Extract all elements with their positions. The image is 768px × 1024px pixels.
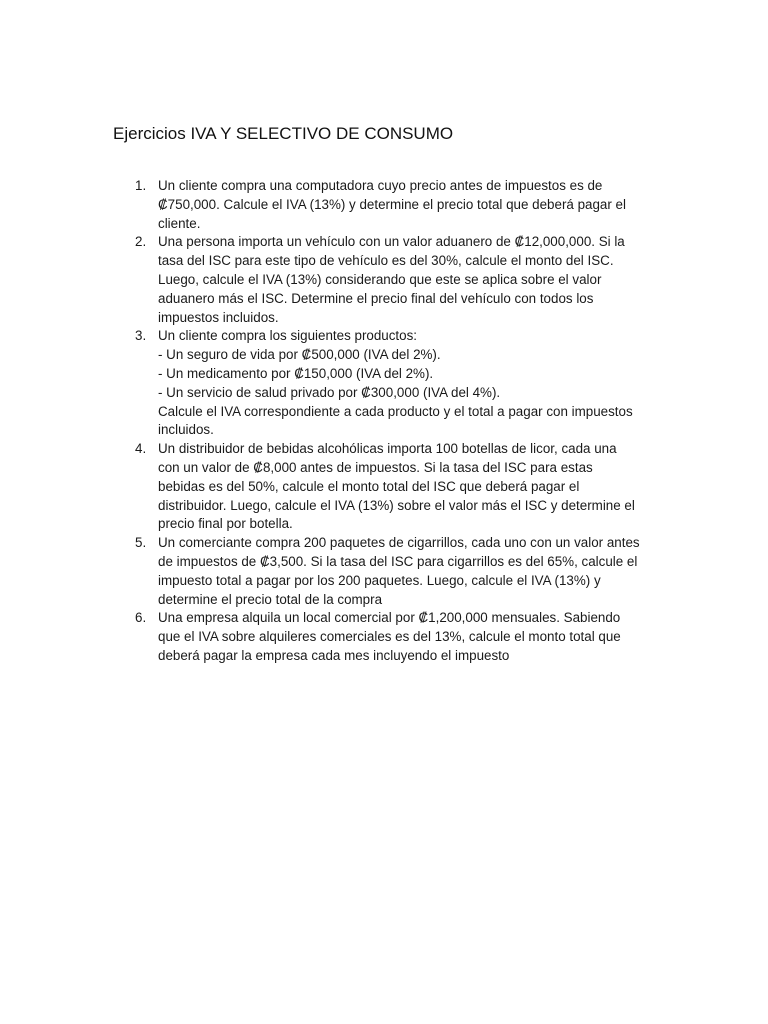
- exercise-text-line: aduanero más el ISC. Determine el precio final del vehículo con todos los: [158, 290, 594, 306]
- document-title: Ejercicios IVA Y SELECTIVO DE CONSUMO: [113, 124, 454, 143]
- exercise-text-line: incluidos.: [158, 422, 214, 438]
- exercise-text: [158, 177, 663, 233]
- exercise-text-line: tasa del ISC para este tipo de vehículo es del 30%, calcule el monto del ISC.: [158, 253, 614, 269]
- exercise-text-line: impuestos incluidos.: [158, 309, 279, 325]
- exercise-item: [113, 609, 663, 665]
- exercise-item: [113, 327, 663, 440]
- exercise-text-line: de impuestos de ₡3,500. Si la tasa del ISC para cigarrillos es del 65%, calcule el: [158, 553, 638, 569]
- exercise-number: 1.: [135, 178, 147, 193]
- exercise-text-line: - Un servicio de salud privado por ₡300,000 (IVA del 4%).: [158, 384, 501, 400]
- exercise-item: [113, 440, 663, 534]
- exercise-number: 5.: [135, 535, 147, 551]
- exercise-number: 4.: [135, 441, 147, 457]
- exercise-text-line: Calcule el IVA correspondiente a cada producto y el total a pagar con impuestos: [158, 403, 633, 419]
- exercise-text-line: Una empresa alquila un local comercial por ₡1,200,000 mensuales. Sabiendo: [158, 610, 621, 626]
- exercise-number: 2.: [135, 234, 147, 250]
- exercise-text-line: precio final por botella.: [158, 516, 293, 532]
- exercise-text-line: Un distribuidor de bebidas alcohólicas importa 100 botellas de licor, cada una: [158, 441, 617, 457]
- exercise-text-line: - Un medicamento por ₡150,000 (IVA del 2%).: [158, 365, 434, 381]
- exercise-text: [158, 440, 663, 534]
- exercise-text: [158, 327, 663, 440]
- exercise-text-line: Un cliente compra una computadora cuyo precio antes de impuestos es de: [158, 178, 603, 193]
- exercise-text-line: ₡750,000. Calcule el IVA (13%) y determine el precio total que deberá pagar el: [158, 196, 626, 212]
- exercise-text-line: cliente.: [158, 215, 201, 231]
- exercise-text-line: Una persona importa un vehículo con un valor aduanero de ₡12,000,000. Si la: [158, 234, 625, 250]
- exercise-number: 6.: [135, 610, 147, 626]
- exercise-text-line: Luego, calcule el IVA (13%) considerando que este se aplica sobre el valor: [158, 271, 602, 287]
- exercise-text-line: deberá pagar la empresa cada mes incluyendo el impuesto: [158, 647, 510, 663]
- exercise-text: [158, 534, 663, 609]
- exercise-text: [158, 233, 663, 327]
- exercise-text-line: Un comerciante compra 200 paquetes de cigarrillos, cada uno con un valor antes: [158, 535, 640, 551]
- exercise-list: [113, 177, 663, 666]
- exercise-text-line: distribuidor. Luego, calcule el IVA (13%) sobre el valor más el ISC y determine el: [158, 497, 635, 513]
- exercise-text-line: que el IVA sobre alquileres comerciales es del 13%, calcule el monto total que: [158, 629, 621, 645]
- exercise-item: [113, 534, 663, 609]
- exercise-item: [113, 233, 663, 327]
- exercise-text-line: Un cliente compra los siguientes productos:: [158, 328, 418, 344]
- exercise-text-line: con un valor de ₡8,000 antes de impuestos. Si la tasa del ISC para estas: [158, 459, 593, 475]
- exercise-text-line: determine el precio total de la compra: [158, 591, 383, 607]
- exercise-text-line: bebidas es del 50%, calcule el monto total del ISC que deberá pagar el: [158, 478, 580, 494]
- exercise-text-line: - Un seguro de vida por ₡500,000 (IVA del 2%).: [158, 347, 441, 363]
- exercise-number: 3.: [135, 328, 147, 344]
- exercise-text-line: impuesto total a pagar por los 200 paquetes. Luego, calcule el IVA (13%) y: [158, 572, 601, 588]
- exercise-item: [113, 177, 663, 233]
- exercise-text: [158, 609, 663, 665]
